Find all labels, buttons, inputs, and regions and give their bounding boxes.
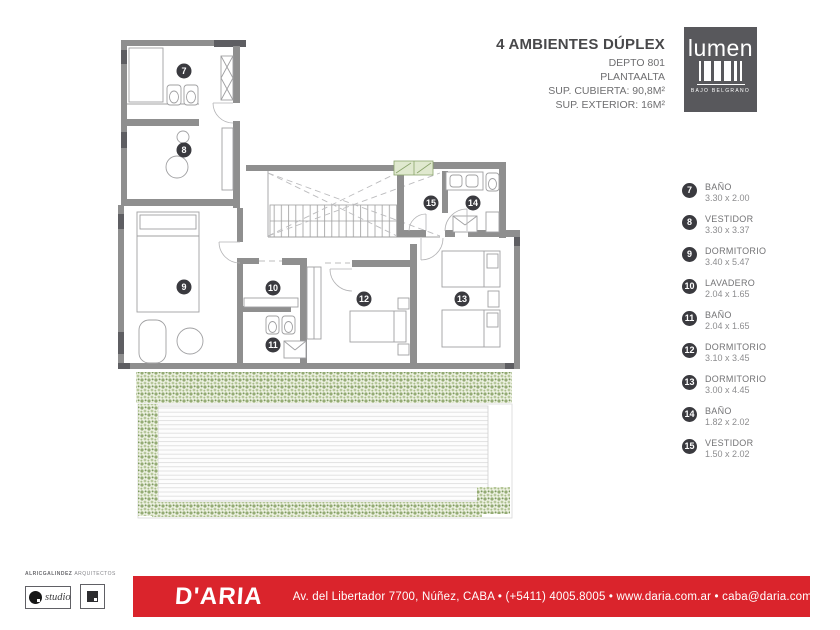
toilet-7 xyxy=(167,85,181,105)
architect-role: ARQUITECTOS xyxy=(74,571,116,577)
room-number-badge: 9 xyxy=(682,247,697,262)
contact-line: Av. del Libertador 7700, Núñez, CABA • (+5411) 4005.8005 • www.daria.com.ar • caba@daria.com.ar xyxy=(292,590,827,603)
planter-box xyxy=(394,161,433,175)
legend-item xyxy=(682,310,766,331)
bed-12 xyxy=(350,311,406,342)
room-name: BAÑO xyxy=(705,182,732,192)
room-dimensions: 1.82 x 2.02 xyxy=(705,416,750,427)
covered-area: SUP. CUBIERTA: 90,8M² xyxy=(548,85,665,97)
room-number-badge: 13 xyxy=(682,375,697,390)
studio-label: studio xyxy=(45,592,71,603)
table-9 xyxy=(177,328,203,354)
lumen-tagline: BAJO BELGRANO xyxy=(690,88,751,94)
room-name: VESTIDOR xyxy=(705,438,754,448)
studio-logo xyxy=(25,586,71,609)
terrace xyxy=(136,372,512,518)
bidet-7 xyxy=(184,85,198,105)
room-name: DORMITORIO xyxy=(705,374,767,384)
cabinet-14 xyxy=(486,212,499,232)
hedge-strip-top xyxy=(136,372,512,403)
divider xyxy=(697,84,745,85)
unit-number: DEPTO 801 xyxy=(608,57,665,69)
floor-plan xyxy=(115,30,527,528)
svg-text:12: 12 xyxy=(358,294,370,305)
room-number-badge: 12 xyxy=(682,343,697,358)
legend-item xyxy=(682,182,766,203)
hedge-strip-left xyxy=(138,404,158,516)
hedge-patch-right xyxy=(477,487,510,514)
room-name: DORMITORIO xyxy=(705,246,767,256)
svg-text:9: 9 xyxy=(181,282,187,293)
legend-item xyxy=(682,278,766,299)
room-dimensions: 3.40 x 5.47 xyxy=(705,256,750,267)
room-dimensions: 3.00 x 4.45 xyxy=(705,384,750,395)
room-dimensions: 3.30 x 2.00 xyxy=(705,192,750,203)
svg-text:11: 11 xyxy=(268,340,278,351)
room-name: DORMITORIO xyxy=(705,342,767,352)
lumen-logo xyxy=(684,27,757,112)
architect-name: ALRICGALINDEZ xyxy=(25,571,73,577)
legend-item xyxy=(682,406,766,427)
nightstand-12 xyxy=(398,344,409,355)
hedge-strip-bottom xyxy=(152,502,482,517)
legend-item xyxy=(682,246,766,267)
toilet-14 xyxy=(486,173,499,191)
room-number-badge: 7 xyxy=(682,183,697,198)
room-number-badge: 8 xyxy=(682,215,697,230)
staircase xyxy=(268,171,440,237)
room-number-badge: 10 xyxy=(682,279,697,294)
lumen-bars-icon xyxy=(699,61,743,81)
legend-item xyxy=(682,214,766,235)
floor-label: PLANTAALTA xyxy=(600,71,665,83)
daria-logo: D'ARIA xyxy=(174,582,264,610)
vanity-7 xyxy=(129,48,163,102)
lumen-wordmark: lumen xyxy=(687,35,754,61)
legend-item xyxy=(682,374,766,395)
exterior-area: SUP. EXTERIOR: 16M² xyxy=(555,99,665,111)
room-dimensions: 2.04 x 1.65 xyxy=(705,320,750,331)
svg-text:10: 10 xyxy=(267,283,279,294)
square-logo-icon xyxy=(87,591,98,602)
room-name: VESTIDOR xyxy=(705,214,754,224)
room-number-badge: 11 xyxy=(682,311,697,326)
room-name: LAVADERO xyxy=(705,278,756,288)
room-number-badge: 14 xyxy=(682,407,697,422)
toilet-11 xyxy=(266,316,279,334)
agency-footer-bar xyxy=(133,576,827,617)
room-dimensions: 1.50 x 2.02 xyxy=(705,448,750,459)
svg-text:14: 14 xyxy=(467,198,479,209)
svg-text:13: 13 xyxy=(456,294,468,305)
room-number-badge: 15 xyxy=(682,439,697,454)
svg-text:8: 8 xyxy=(181,145,187,156)
legend-item xyxy=(682,438,766,459)
closet-8 xyxy=(222,128,233,190)
room-dimensions: 2.04 x 1.65 xyxy=(705,288,750,299)
room-dimensions: 3.30 x 3.37 xyxy=(705,224,750,235)
armchair-9 xyxy=(139,320,166,363)
cabinet-7 xyxy=(221,56,233,100)
room-dimensions: 3.10 x 3.45 xyxy=(705,352,750,363)
room-legend xyxy=(682,182,766,470)
room-name: BAÑO xyxy=(705,310,732,320)
architect-credits xyxy=(25,571,116,609)
stool-8 xyxy=(177,131,189,143)
nightstand-12 xyxy=(398,298,409,309)
studio-circle-icon xyxy=(29,591,42,604)
page-title: 4 AMBIENTES DÚPLEX xyxy=(496,36,665,53)
title-block xyxy=(496,36,665,112)
wood-deck xyxy=(158,406,488,502)
svg-text:7: 7 xyxy=(181,66,187,77)
room-name: BAÑO xyxy=(705,406,732,416)
square-logo xyxy=(80,584,105,609)
basket-8 xyxy=(166,156,188,178)
nightstand-13 xyxy=(488,291,499,307)
bidet-11 xyxy=(282,316,295,334)
counter-10 xyxy=(244,298,298,307)
svg-text:15: 15 xyxy=(425,198,437,209)
legend-item xyxy=(682,342,766,363)
